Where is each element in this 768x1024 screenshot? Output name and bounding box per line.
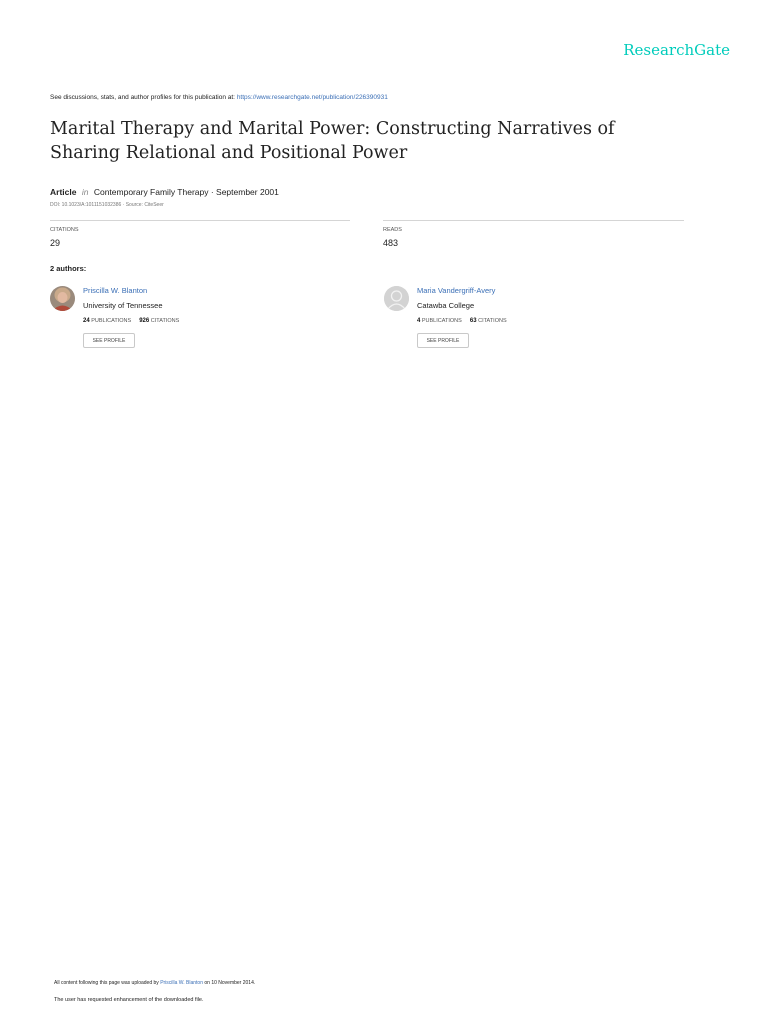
see-profile-button[interactable]: SEE PROFILE: [417, 333, 469, 348]
publication-venue: Contemporary Family Therapy · September 2001: [93, 187, 279, 197]
author-citations-label: CITATIONS: [478, 318, 507, 324]
author-card: [50, 286, 350, 356]
publication-type: Article: [50, 187, 77, 197]
discussion-note: [50, 94, 388, 101]
in-word: in: [81, 187, 89, 197]
reads-count: 483: [383, 238, 399, 248]
citations-count: 29: [50, 238, 61, 248]
researchgate-logo[interactable]: ResearchGate: [623, 41, 730, 59]
publication-title: Marital Therapy and Marital Power: Constructing Narratives of Sharing Relational and Positional Power: [50, 119, 615, 163]
enhancement-note: The user has requested enhancement of the downloaded file.: [54, 997, 204, 1003]
uploader-link[interactable]: Priscilla W. Blanton: [160, 980, 203, 986]
see-profile-button[interactable]: SEE PROFILE: [83, 333, 135, 348]
author-avatar-photo[interactable]: [50, 286, 75, 311]
upload-note: [54, 980, 255, 986]
upload-prefix: All content following this page was uploaded by: [54, 980, 159, 986]
author-publications-label: PUBLICATIONS: [421, 318, 462, 324]
publication-meta: [50, 187, 279, 197]
publication-url-link[interactable]: https://www.researchgate.net/publication/226390931: [236, 94, 388, 101]
author-card: [384, 286, 684, 356]
author-institution: University of Tennessee: [83, 301, 163, 310]
citations-label: CITATIONS: [50, 227, 79, 233]
author-citations-count: 63: [469, 318, 477, 324]
author-stats: [417, 318, 507, 324]
author-citations-count: 926: [139, 318, 150, 324]
author-publications-count: 4: [417, 318, 421, 324]
upload-date: on 10 November 2014.: [204, 980, 256, 986]
reads-label: READS: [383, 227, 402, 233]
default-avatar-icon[interactable]: [384, 286, 409, 311]
author-institution: Catawba College: [417, 301, 475, 310]
author-citations-label: CITATIONS: [150, 318, 180, 324]
author-name-link[interactable]: Maria Vandergriff-Avery: [417, 286, 496, 295]
citations-divider: [50, 220, 350, 221]
author-name-link[interactable]: Priscilla W. Blanton: [83, 286, 148, 295]
author-publications-label: PUBLICATIONS: [91, 318, 132, 324]
discussion-text: See discussions, stats, and author profiles for this publication at:: [50, 94, 235, 101]
author-stats: [83, 318, 179, 324]
publication-doi: DOI: 10.1023/A:1011151032386 · Source: CiteSeer: [50, 202, 164, 208]
author-publications-count: 24: [83, 318, 90, 324]
reads-divider: [383, 220, 684, 221]
authors-heading: 2 authors:: [50, 264, 87, 273]
